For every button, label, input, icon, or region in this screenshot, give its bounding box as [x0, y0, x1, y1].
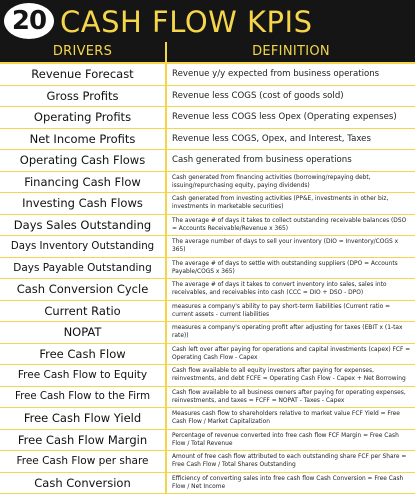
table-row — [0, 150, 415, 172]
kpi-definition: The average # of days it takes to convert inventory into sales, sales into receivables, and receivables into cash (CCC = DIO + DSO - DPO) — [172, 282, 387, 297]
kpi-driver: Days Payable Outstanding — [0, 258, 167, 279]
kpi-driver: Free Cash Flow to Equity — [0, 365, 167, 386]
table-row — [0, 236, 415, 258]
table-row — [0, 258, 415, 280]
kpi-driver: Operating Cash Flows — [0, 150, 167, 171]
kpi-definition: Efficiency of converting sales into free cash flow Cash Conversion = Free Cash Flow / Net Income — [172, 475, 404, 490]
table-row — [0, 129, 415, 151]
table-row — [0, 344, 415, 366]
table-row — [0, 322, 415, 344]
kpi-driver: Financing Cash Flow — [0, 172, 167, 193]
table-row — [0, 387, 415, 409]
table-row — [0, 86, 415, 108]
table-row — [0, 193, 415, 215]
kpi-driver: Free Cash Flow per share — [0, 451, 167, 472]
kpi-definition: Revenue less COGS less Opex (Operating expenses) — [172, 112, 397, 123]
kpi-definition: measures a company's ability to pay short-term liabilities (Current ratio = current assets - current liabilities — [172, 303, 391, 318]
table-row — [0, 451, 415, 473]
kpi-driver: Free Cash Flow Margin — [0, 430, 167, 451]
kpi-definition: The average # of days it takes to collect outstanding receivable balances (DSO = Accounts Receivable/Revenue x 365) — [172, 217, 407, 232]
kpi-driver: Gross Profits — [0, 86, 167, 107]
kpi-table — [0, 64, 415, 494]
kpi-definition: Percentage of revenue converted into free cash flow FCF Margin = Free Cash Flow / Total Revenue — [172, 432, 399, 447]
table-row — [0, 279, 415, 301]
kpi-definition: Revenue y/y expected from business operations — [172, 69, 380, 80]
kpi-definition: The average # of days to settle with outstanding suppliers (DPO = Accounts Payable/COGS x 365) — [172, 260, 398, 275]
kpi-driver: Free Cash Flow Yield — [0, 408, 167, 429]
page-title: CASH FLOW KPIS — [60, 5, 313, 39]
column-header-drivers: DRIVERS — [0, 42, 167, 64]
header-bar — [0, 0, 415, 42]
kpi-definition: Cash generated from business operations — [172, 155, 352, 166]
kpi-definition: Revenue less COGS, Opex, and Interest, Taxes — [172, 133, 371, 144]
table-row — [0, 215, 415, 237]
kpi-driver: Days Inventory Outstanding — [0, 236, 167, 257]
kpi-driver: NOPAT — [0, 322, 167, 343]
table-row — [0, 107, 415, 129]
kpi-definition: Cash generated from investing activities (PP&E, investments in other biz, investments in marketable securities) — [172, 196, 389, 211]
kpi-driver: Net Income Profits — [0, 129, 167, 150]
kpi-driver: Investing Cash Flows — [0, 193, 167, 214]
kpi-definition: Cash generated from financing activities (borrowing/repaying debt, issuing/repurchasing equity, paying dividends) — [172, 174, 371, 189]
kpi-driver: Free Cash Flow — [0, 344, 167, 365]
kpi-definition: Cash flow available to all equity investors after paying for expenses, reinvestments, and debt FCFE = Operating Cash Flow - Capex + Net Borrowing — [172, 368, 406, 383]
kpi-definition: Revenue less COGS (cost of goods sold) — [172, 90, 344, 101]
number-badge: 20 — [4, 3, 54, 39]
table-row — [0, 473, 415, 495]
kpi-driver: Free Cash Flow to the Firm — [0, 387, 167, 408]
kpi-driver: Current Ratio — [0, 301, 167, 322]
kpi-driver: Days Sales Outstanding — [0, 215, 167, 236]
kpi-definition: Amount of free cash flow attributed to each outstanding share FCF per Share = Free Cash Flow / Total Shares Outstanding — [172, 454, 407, 469]
kpi-definition: Cash left over after paying for operations and capital investments (capex) FCF = Operating Cash Flow - Capex — [172, 346, 411, 361]
kpi-driver: Operating Profits — [0, 107, 167, 128]
kpi-driver: Cash Conversion — [0, 473, 167, 494]
table-row — [0, 408, 415, 430]
column-header-definition: DEFINITION — [167, 42, 415, 64]
kpi-definition: measures a company's operating profit after adjusting for taxes (EBIT x (1-tax rate)) — [172, 325, 403, 340]
table-row — [0, 64, 415, 86]
table-row — [0, 301, 415, 323]
kpi-definition: Cash flow available to all business owners after paying for operating expenses, reinvestments, and taxes = FCFF = NOPAT - Taxes - Capex — [172, 389, 406, 404]
table-row — [0, 172, 415, 194]
kpi-definition: The average number of days to sell your inventory (DIO = Inventory/COGS x 365) — [172, 239, 399, 254]
kpi-driver: Revenue Forecast — [0, 64, 167, 85]
table-row — [0, 430, 415, 452]
kpi-driver: Cash Conversion Cycle — [0, 279, 167, 300]
kpi-definition: Measures cash flow to shareholders relative to market value FCF Yield = Free Cash Flow / Market Capitalization — [172, 411, 400, 426]
table-row — [0, 365, 415, 387]
